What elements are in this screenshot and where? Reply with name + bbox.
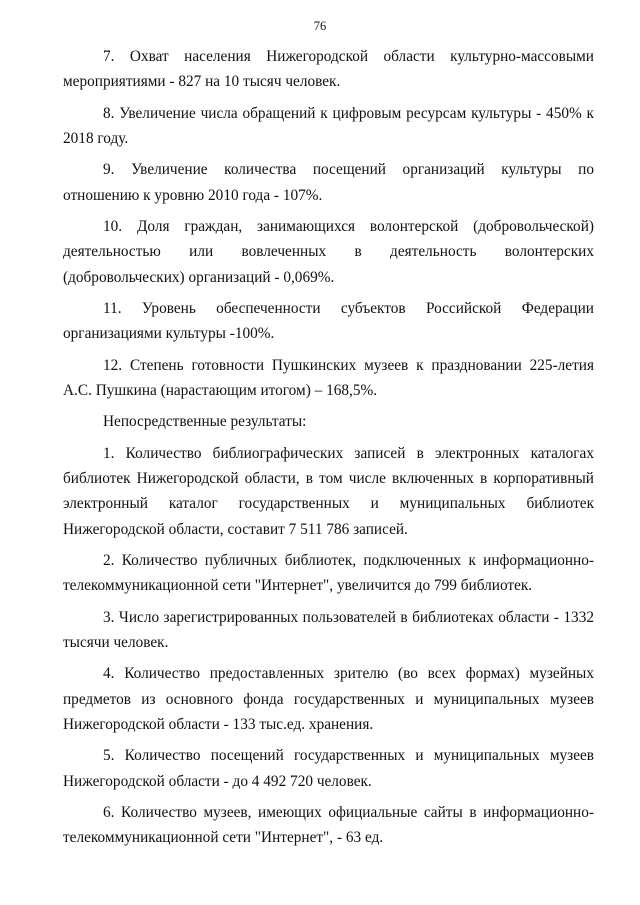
indicator-12: 12. Степень готовности Пушкинских музеев к праздновании 225-летия А.С. Пушкина (нарастающим итогом) – 168,5%. bbox=[63, 356, 594, 399]
result-2: 2. Количество публичных библиотек, подключенных к информационно-телекоммуникационной сети "Интернет", увеличится до 799 библиотек. bbox=[63, 552, 594, 595]
result-6: 6. Количество музеев, имеющих официальные сайты в информационно-телекоммуникационной сети "Интернет", - 63 ед. bbox=[63, 804, 594, 847]
indicator-11: 11. Уровень обеспеченности субъектов Российской Федерации организациями культуры -100%. bbox=[63, 300, 594, 343]
indicator-10: 10. Доля граждан, занимающихся волонтерской (добровольческой) деятельностью или вовлеченных в деятельность волонтерских (добровольческих) организаций - 0,069%. bbox=[63, 218, 594, 286]
document-body bbox=[63, 44, 594, 857]
results-heading: Непосредственные результаты: bbox=[103, 413, 307, 431]
indicator-8: 8. Увеличение числа обращений к цифровым ресурсам культуры - 450% к 2018 году. bbox=[63, 104, 594, 147]
indicator-7: 7. Охват населения Нижегородской области культурно-массовыми мероприятиями - 827 на 10 тысяч человек. bbox=[63, 48, 594, 91]
result-3: 3. Число зарегистрированных пользователей в библиотеках области - 1332 тысячи человек. bbox=[63, 608, 594, 651]
result-4: 4. Количество предоставленных зрителю (во всех формах) музейных предметов из основного фонда государственных и муниципальных музеев Нижегородской области - 133 тыс.ед. хранения. bbox=[63, 665, 594, 733]
result-1: 1. Количество библиографических записей в электронных каталогах библиотек Нижегородской области, в том числе включенных в корпоративный электронный каталог государственных и муниципальных библиотек Нижегородской области, составит 7 511 786 записей. bbox=[63, 444, 594, 538]
result-5: 5. Количество посещений государственных и муниципальных музеев Нижегородской области - до 4 492 720 человек. bbox=[63, 747, 594, 790]
indicator-9: 9. Увеличение количества посещений организаций культуры по отношению к уровню 2010 года - 107%. bbox=[63, 161, 594, 204]
page-number: 76 bbox=[313, 19, 327, 33]
